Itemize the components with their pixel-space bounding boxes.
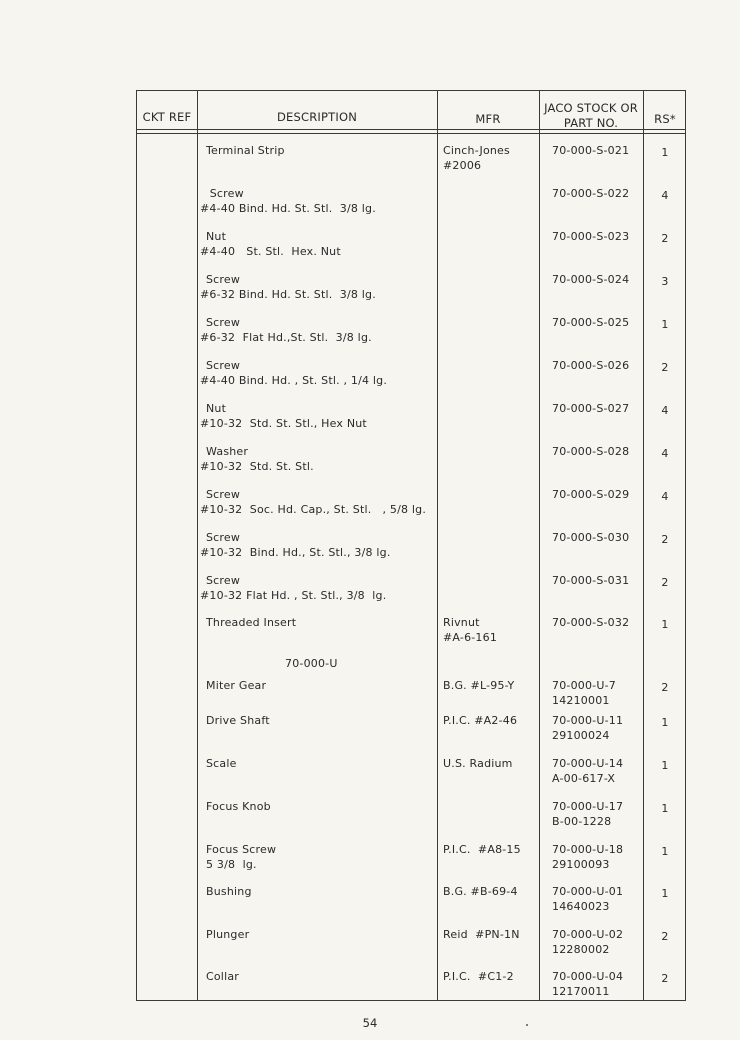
row-part-number: 70-000-S-021 xyxy=(552,144,630,157)
column-divider xyxy=(539,91,540,1000)
row-description: Focus Knob xyxy=(206,800,271,813)
row-rs-quantity: 1 xyxy=(661,318,669,331)
row-description: Screw xyxy=(206,574,241,587)
row-rs-quantity: 2 xyxy=(661,361,669,374)
row-description: Miter Gear xyxy=(206,679,267,692)
row-part-number: 70-000-U-11 xyxy=(552,714,624,727)
row-part-number-detail: 12280002 xyxy=(552,943,610,956)
header-stock-line2: PART NO. xyxy=(563,116,619,130)
row-part-number-detail: 14210001 xyxy=(552,694,610,707)
row-manufacturer-detail: #A-6-161 xyxy=(443,631,498,644)
row-rs-quantity: 1 xyxy=(661,759,669,772)
row-rs-quantity: 3 xyxy=(661,275,669,288)
row-part-number: 70-000-U-7 xyxy=(552,679,616,692)
row-part-number: 70-000-S-027 xyxy=(552,402,630,415)
row-part-number: 70-000-S-029 xyxy=(552,488,630,501)
row-part-number: 70-000-S-024 xyxy=(552,273,630,286)
row-part-number: 70-000-S-030 xyxy=(552,531,630,544)
row-rs-quantity: 1 xyxy=(661,146,669,159)
row-part-number: 70-000-U-14 xyxy=(552,757,624,770)
row-rs-quantity: 1 xyxy=(661,716,669,729)
row-description-detail: 5 3/8 lg. xyxy=(206,858,257,871)
row-manufacturer: U.S. Radium xyxy=(443,757,513,770)
row-manufacturer: P.I.C. #C1-2 xyxy=(443,970,514,983)
row-part-number: 70-000-S-025 xyxy=(552,316,630,329)
row-description: Collar xyxy=(206,970,239,983)
row-description-detail: #6-32 Bind. Hd. St. Stl. 3/8 lg. xyxy=(200,288,376,301)
row-description-detail: #6-32 Flat Hd.,St. Stl. 3/8 lg. xyxy=(200,331,372,344)
header-description: DESCRIPTION xyxy=(276,110,358,124)
row-rs-quantity: 1 xyxy=(661,802,669,815)
row-rs-quantity: 1 xyxy=(661,845,669,858)
row-description: Screw xyxy=(206,316,241,329)
row-description: Plunger xyxy=(206,928,250,941)
row-description: Screw xyxy=(206,359,241,372)
row-description: Nut xyxy=(206,402,227,415)
row-rs-quantity: 2 xyxy=(661,972,669,985)
row-description: Scale xyxy=(206,757,237,770)
column-divider xyxy=(197,91,198,1000)
row-description: Screw xyxy=(206,187,244,200)
row-part-number: 70-000-U-01 xyxy=(552,885,624,898)
header-mfr: MFR xyxy=(475,112,501,126)
row-manufacturer: Reid #PN-1N xyxy=(443,928,520,941)
row-part-number: 70-000-S-023 xyxy=(552,230,630,243)
row-part-number: 70-000-U-18 xyxy=(552,843,624,856)
row-part-number: 70-000-S-026 xyxy=(552,359,630,372)
row-description-detail: #10-32 Soc. Hd. Cap., St. Stl. , 5/8 lg. xyxy=(200,503,427,516)
row-part-number: 70-000-S-028 xyxy=(552,445,630,458)
row-rs-quantity: 4 xyxy=(661,447,669,460)
row-part-number-detail: 12170011 xyxy=(552,985,610,998)
row-manufacturer: P.I.C. #A2-46 xyxy=(443,714,518,727)
row-description-detail: #10-32 Std. St. Stl. xyxy=(200,460,314,473)
row-part-number: 70-000-U-17 xyxy=(552,800,624,813)
row-rs-quantity: 4 xyxy=(661,404,669,417)
row-rs-quantity: 4 xyxy=(661,189,669,202)
row-part-number: 70-000-U-04 xyxy=(552,970,624,983)
row-description: Focus Screw xyxy=(206,843,277,856)
row-description: Bushing xyxy=(206,885,252,898)
row-description-detail: #10-32 Std. St. Stl., Hex Nut xyxy=(200,417,367,430)
row-part-number-detail: A-00-617-X xyxy=(552,772,616,785)
parts-list-table xyxy=(136,90,686,1001)
row-rs-quantity: 2 xyxy=(661,576,669,589)
row-description: Screw xyxy=(206,488,241,501)
row-description: Threaded Insert xyxy=(206,616,297,629)
column-divider xyxy=(437,91,438,1000)
row-description-detail: #10-32 Bind. Hd., St. Stl., 3/8 lg. xyxy=(200,546,391,559)
section-heading: 70-000-U xyxy=(285,657,338,670)
row-rs-quantity: 1 xyxy=(661,887,669,900)
row-rs-quantity: 2 xyxy=(661,232,669,245)
row-rs-quantity: 2 xyxy=(661,533,669,546)
row-rs-quantity: 1 xyxy=(661,618,669,631)
row-part-number: 70-000-S-022 xyxy=(552,187,630,200)
row-manufacturer-detail: #2006 xyxy=(443,159,482,172)
row-description: Screw xyxy=(206,273,241,286)
row-part-number-detail: B-00-1228 xyxy=(552,815,612,828)
row-part-number: 70-000-S-032 xyxy=(552,616,630,629)
row-part-number: 70-000-U-02 xyxy=(552,928,624,941)
row-description: Nut xyxy=(206,230,227,243)
row-description-detail: #4-40 Bind. Hd. , St. Stl. , 1/4 lg. xyxy=(200,374,388,387)
row-description-detail: #10-32 Flat Hd. , St. Stl., 3/8 lg. xyxy=(200,589,387,602)
row-description: Drive Shaft xyxy=(206,714,270,727)
row-manufacturer: Cinch-Jones xyxy=(443,144,510,157)
row-rs-quantity: 4 xyxy=(661,490,669,503)
header-rs: RS* xyxy=(654,112,676,126)
row-manufacturer: B.G. #B-69-4 xyxy=(443,885,518,898)
row-part-number-detail: 29100024 xyxy=(552,729,610,742)
row-description-detail: #4-40 St. Stl. Hex. Nut xyxy=(200,245,341,258)
row-part-number: 70-000-S-031 xyxy=(552,574,630,587)
row-part-number-detail: 14640023 xyxy=(552,900,610,913)
row-description: Screw xyxy=(206,531,241,544)
page-number: 54 xyxy=(362,1016,378,1030)
row-rs-quantity: 2 xyxy=(661,930,669,943)
row-rs-quantity: 2 xyxy=(661,681,669,694)
paper-speck xyxy=(526,1024,528,1026)
row-description: Terminal Strip xyxy=(206,144,285,157)
header-ckt-ref: CKT REF xyxy=(142,110,192,124)
row-part-number-detail: 29100093 xyxy=(552,858,610,871)
header-rule xyxy=(137,133,685,134)
header-stock-line1: JACO STOCK OR xyxy=(544,101,638,115)
row-description-detail: #4-40 Bind. Hd. St. Stl. 3/8 lg. xyxy=(200,202,376,215)
row-manufacturer: Rivnut xyxy=(443,616,480,629)
row-manufacturer: P.I.C. #A8-15 xyxy=(443,843,521,856)
row-description: Washer xyxy=(206,445,249,458)
row-manufacturer: B.G. #L-95-Y xyxy=(443,679,515,692)
